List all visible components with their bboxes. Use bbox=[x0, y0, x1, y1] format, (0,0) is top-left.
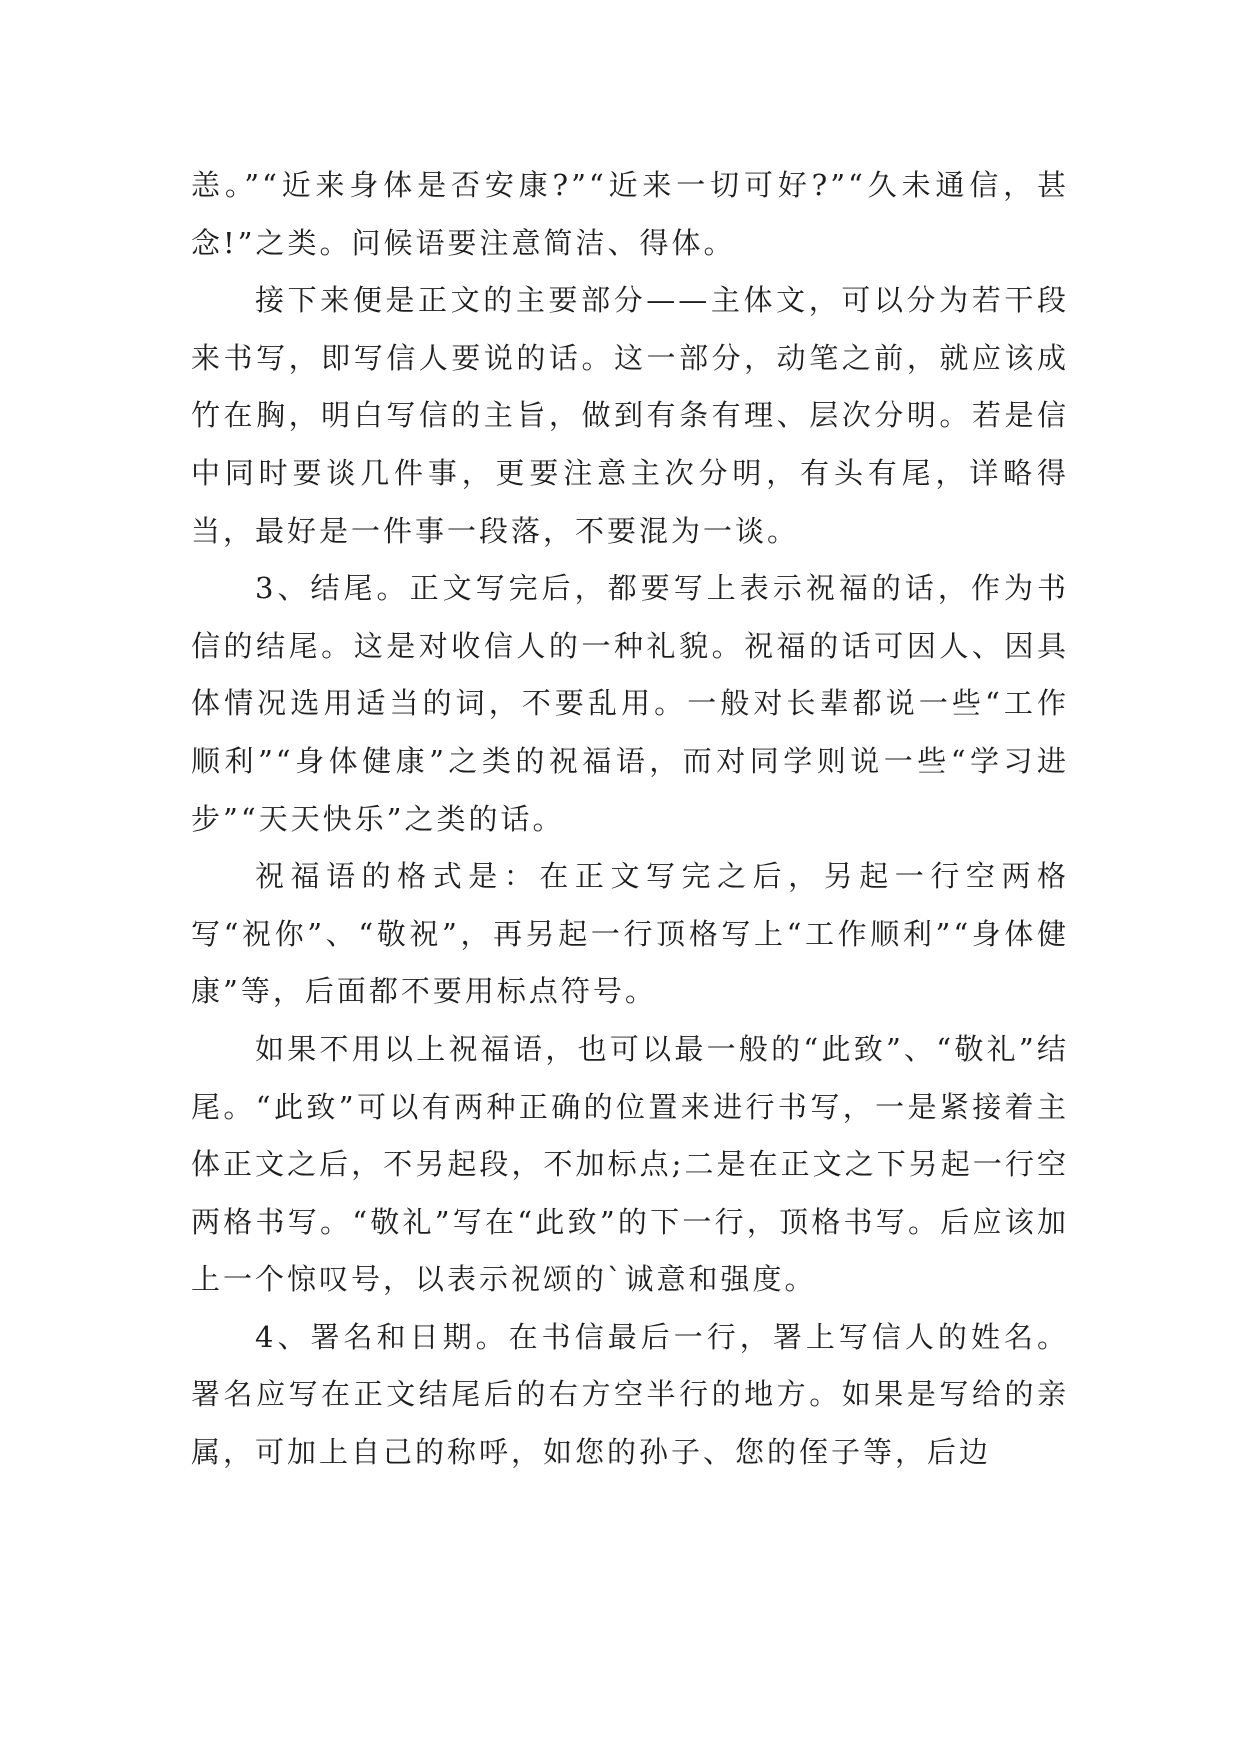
paragraph-closing: 3、结尾。正文写完后，都要写上表示祝福的话，作为书信的结尾。这是对收信人的一种礼貌。祝福的话可因人、因具体情况选用适当的词，不要乱用。一般对长辈都说一些“工作顺利”“身体健康”之类的祝福语，而对同学则说一些“学习进步”“天天快乐”之类的话。 bbox=[191, 571, 1069, 836]
paragraph-main-body: 接下来便是正文的主要部分——主体文，可以分为若干段来书写，即写信人要说的话。这一部分，动笔之前，就应该成竹在胸，明白写信的主旨，做到有条有理、层次分明。若是信中同时要谈几件事，更要注意主次分明，有头有尾，详略得当，最好是一件事一段落，不要混为一谈。 bbox=[191, 283, 1069, 548]
paragraph-salutation: 如果不用以上祝福语，也可以最一般的“此致”、“敬礼”结尾。“此致”可以有两种正确的位置来进行书写，一是紧接着主体正文之后，不另起段，不加标点;二是在正文之下另起一行空两格书写。“敬礼”写在“此致”的下一行，顶格书写。后应该加上一个惊叹号，以表示祝颂的`诚意和强度。 bbox=[191, 1031, 1069, 1297]
paragraph-greeting-continuation: 恙。”“近来身体是否安康?”“近来一切可好?”“久未通信，甚念!”之类。问候语要注意简洁、得体。 bbox=[191, 168, 1069, 260]
paragraph-blessing-format: 祝福语的格式是：在正文写完之后，另起一行空两格写“祝你”、“敬祝”，再另起一行顶格写上“工作顺利”“身体健康”等，后面都不要用标点符号。 bbox=[191, 859, 1069, 1009]
document-body bbox=[191, 157, 1069, 1482]
paragraph-signature-date: 4、署名和日期。在书信最后一行，署上写信人的姓名。署名应写在正文结尾后的右方空半行的地方。如果是写给的亲属，可加上自己的称呼，如您的孙子、您的侄子等，后边 bbox=[191, 1319, 1069, 1470]
